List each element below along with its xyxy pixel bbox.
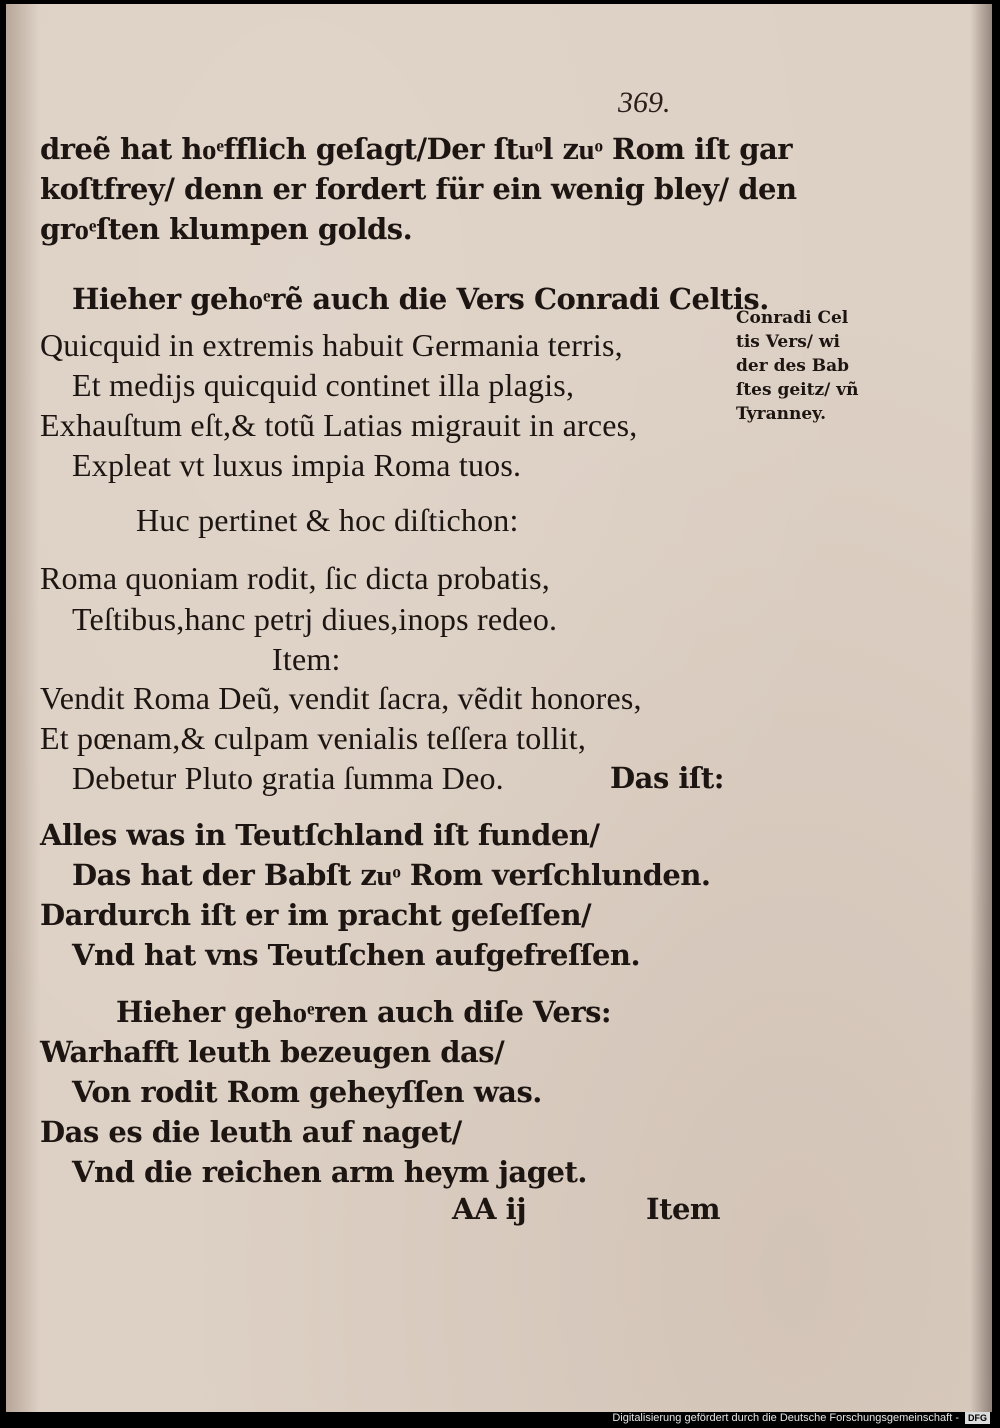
page-shadow-left xyxy=(6,4,40,1412)
marginal-note-line-3: der des Bab xyxy=(736,356,850,376)
german-verse-5: Warhafft leuth bezeugen das/ xyxy=(40,1035,505,1069)
german-verse-1: Alles was in Teutſchland iſt funden/ xyxy=(40,818,600,852)
marginal-note xyxy=(736,306,886,426)
latin-verse-3: Exhauſtum eſt,& totũ Latias migrauit in arces, xyxy=(40,407,638,443)
section-heading-celtis: Hieher gehoͤrẽ auch die Vers Conradi Celtis. xyxy=(72,282,769,316)
text-line-3: groͤſten klumpen golds. xyxy=(40,212,413,246)
catchword: Item xyxy=(646,1192,721,1226)
distichon-heading: Huc pertinet & hoc diſtichon: xyxy=(136,502,519,538)
latin-verse-6: Teſtibus,hanc petrj diues,inops redeo. xyxy=(72,601,558,637)
digitization-footer xyxy=(612,1410,990,1426)
latin-verse-8: Et pœnam,& culpam venialis teſſera tollit, xyxy=(40,720,587,756)
footer-credit: Digitalisierung gefördert durch die Deutsche Forschungsgemeinschaft - xyxy=(612,1412,959,1424)
marginal-note-line-4: ſtes geitz/ vñ xyxy=(736,380,859,400)
signature-mark: AA ij xyxy=(452,1192,527,1226)
item-heading: Item: xyxy=(272,641,341,677)
text-line-1: dreẽ hat hoͤfflich geſagt/Der ſtuͦl zuͦ Rom iſt gar xyxy=(40,132,793,166)
text-line-2: koſtfrey/ denn er fordert für ein wenig bley/ den xyxy=(40,172,797,206)
latin-verse-2: Et medijs quicquid continet illa plagis, xyxy=(72,367,575,403)
marginal-note-line-1: Conradi Cel xyxy=(736,308,849,328)
german-verse-8: Vnd die reichen arm heym jaget. xyxy=(72,1155,587,1189)
latin-verse-4: Expleat vt luxus impia Roma tuos. xyxy=(72,447,522,483)
book-page xyxy=(6,4,992,1412)
german-verse-3: Dardurch iſt er im pracht geſeſſen/ xyxy=(40,898,592,932)
latin-verse-9: Debetur Pluto gratia ſumma Deo. xyxy=(72,760,504,796)
page-number: 369. xyxy=(618,86,671,119)
german-verse-7: Das es die leuth auf naget/ xyxy=(40,1115,462,1149)
das-ist-label: Das iſt: xyxy=(610,761,724,795)
german-verse-2: Das hat der Babſt zuͦ Rom verſchlunden. xyxy=(72,858,711,892)
marginal-note-line-2: tis Vers/ wi xyxy=(736,332,840,352)
dfg-logo-icon: DFG xyxy=(965,1412,990,1424)
german-verse-6: Von rodit Rom geheyſſen was. xyxy=(72,1075,542,1109)
marginal-note-line-5: Tyranney. xyxy=(736,404,827,424)
page-shadow-right xyxy=(970,4,992,1412)
latin-verse-1: Quicquid in extremis habuit Germania terris, xyxy=(40,327,623,363)
section-heading-verse: Hieher gehoͤren auch diſe Vers: xyxy=(116,995,612,1029)
latin-verse-7: Vendit Roma Deũ, vendit ſacra, vẽdit honores, xyxy=(40,680,642,716)
german-verse-4: Vnd hat vns Teutſchen aufgefreſſen. xyxy=(72,938,641,972)
latin-verse-5: Roma quoniam rodit, ſic dicta probatis, xyxy=(40,560,550,596)
